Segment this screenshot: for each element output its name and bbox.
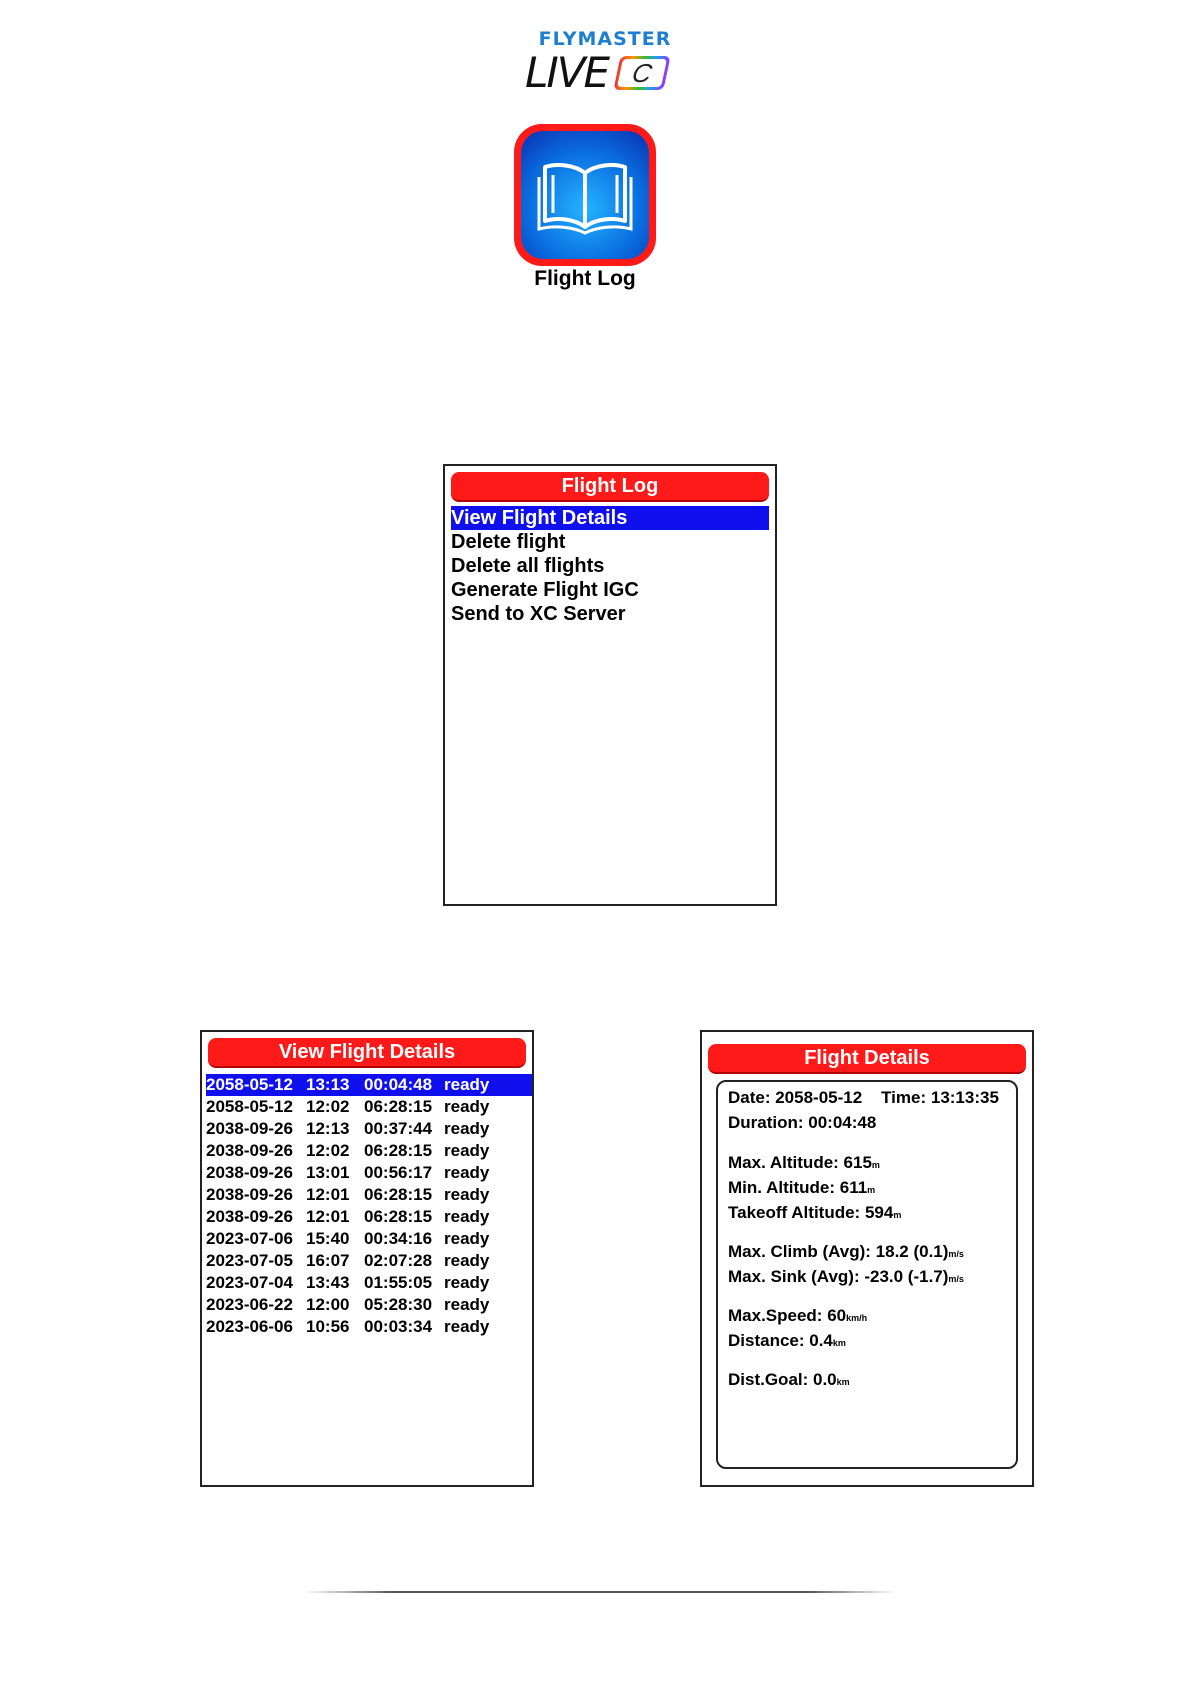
screen-title: Flight Details — [708, 1044, 1026, 1074]
row-time: 12:01 — [306, 1185, 350, 1204]
row-date: 2038-09-26 — [206, 1119, 293, 1138]
table-row[interactable] — [206, 1228, 532, 1250]
detail-max-climb: Max. Climb (Avg): 18.2 (0.1)m/s — [728, 1242, 964, 1261]
table-row[interactable] — [206, 1250, 532, 1272]
row-time: 12:02 — [306, 1141, 350, 1160]
row-date: 2023-06-22 — [206, 1295, 293, 1314]
screen-title: Flight Log — [451, 472, 769, 502]
table-row[interactable] — [206, 1118, 532, 1140]
row-duration: 05:28:30 — [364, 1295, 433, 1314]
row-status: ready — [444, 1207, 490, 1226]
menu-item-generate-flight-igc[interactable]: Generate Flight IGC — [451, 579, 639, 601]
table-row[interactable] — [206, 1140, 532, 1162]
row-time: 13:01 — [306, 1163, 350, 1182]
row-duration: 00:04:48 — [364, 1075, 433, 1094]
brand-c: C — [617, 59, 667, 87]
menu-item-delete-flight[interactable]: Delete flight — [451, 531, 566, 553]
app-caption: Flight Log — [534, 267, 636, 290]
row-duration: 06:28:15 — [364, 1097, 433, 1116]
detail-distance: Distance: 0.4km — [728, 1331, 846, 1350]
row-date: 2023-07-04 — [206, 1273, 293, 1292]
detail-max-altitude: Max. Altitude: 615m — [728, 1153, 880, 1172]
row-status: ready — [444, 1119, 490, 1138]
table-row[interactable] — [206, 1162, 532, 1184]
screen-title: View Flight Details — [208, 1038, 526, 1068]
row-date: 2038-09-26 — [206, 1141, 293, 1160]
row-status: ready — [444, 1163, 490, 1182]
row-time: 12:02 — [306, 1097, 350, 1116]
table-row[interactable] — [206, 1272, 532, 1294]
row-date: 2023-07-06 — [206, 1229, 293, 1248]
row-date: 2058-05-12 — [206, 1075, 293, 1094]
row-duration: 00:56:17 — [364, 1163, 433, 1182]
detail-duration: Duration: 00:04:48 — [728, 1113, 877, 1132]
row-time: 12:13 — [306, 1119, 350, 1138]
row-duration: 00:37:44 — [364, 1119, 433, 1138]
view-flight-details-screen — [200, 1030, 534, 1487]
flight-log-menu — [451, 506, 769, 626]
row-time: 12:01 — [306, 1207, 350, 1226]
row-status: ready — [444, 1229, 490, 1248]
row-time: 16:07 — [306, 1251, 350, 1270]
book-icon — [535, 155, 635, 235]
row-time: 13:43 — [306, 1273, 350, 1292]
row-status: ready — [444, 1273, 490, 1292]
row-date: 2038-09-26 — [206, 1207, 293, 1226]
row-status: ready — [444, 1317, 490, 1336]
menu-item-view-flight-details[interactable]: View Flight Details — [451, 506, 769, 530]
menu-item-send-to-xc-server[interactable]: Send to XC Server — [451, 603, 626, 625]
detail-date: Date: 2058-05-12 — [728, 1088, 863, 1107]
table-row[interactable] — [206, 1096, 532, 1118]
table-row[interactable] — [206, 1294, 532, 1316]
row-duration: 00:03:34 — [364, 1317, 433, 1336]
row-duration: 02:07:28 — [364, 1251, 433, 1270]
row-duration: 06:28:15 — [364, 1141, 433, 1160]
row-duration: 06:28:15 — [364, 1185, 433, 1204]
row-time: 10:56 — [306, 1317, 350, 1336]
flight-log-app-icon[interactable] — [514, 124, 656, 266]
table-row[interactable] — [206, 1206, 532, 1228]
row-status: ready — [444, 1295, 490, 1314]
detail-takeoff-altitude: Takeoff Altitude: 594m — [728, 1203, 902, 1222]
row-date: 2023-06-06 — [206, 1317, 293, 1336]
menu-item-delete-all-flights[interactable]: Delete all flights — [451, 555, 605, 577]
flight-log-screen — [443, 464, 777, 906]
row-time: 15:40 — [306, 1229, 350, 1248]
row-date: 2038-09-26 — [206, 1185, 293, 1204]
row-duration: 06:28:15 — [364, 1207, 433, 1226]
row-time: 12:00 — [306, 1295, 350, 1314]
row-date: 2038-09-26 — [206, 1163, 293, 1182]
row-status: ready — [444, 1075, 490, 1094]
row-status: ready — [444, 1185, 490, 1204]
detail-time: Time: 13:13:35 — [881, 1088, 999, 1107]
detail-date-time — [728, 1088, 999, 1108]
divider — [305, 1591, 895, 1593]
brand-live: LIVE — [525, 48, 609, 97]
detail-max-sink: Max. Sink (Avg): -23.0 (-1.7)m/s — [728, 1267, 964, 1286]
table-row[interactable] — [206, 1184, 532, 1206]
row-status: ready — [444, 1251, 490, 1270]
row-date: 2023-07-05 — [206, 1251, 293, 1270]
table-row[interactable] — [206, 1074, 532, 1096]
row-duration: 01:55:05 — [364, 1273, 433, 1292]
flymaster-logo — [525, 28, 685, 98]
row-status: ready — [444, 1141, 490, 1160]
detail-max-speed: Max.Speed: 60km/h — [728, 1306, 868, 1325]
table-row[interactable] — [206, 1316, 532, 1338]
detail-min-altitude: Min. Altitude: 611m — [728, 1178, 876, 1197]
details-panel — [716, 1080, 1018, 1469]
brand-name: FLYMASTER — [538, 28, 672, 50]
row-date: 2058-05-12 — [206, 1097, 293, 1116]
row-status: ready — [444, 1097, 490, 1116]
row-time: 13:13 — [306, 1075, 350, 1094]
flight-list — [206, 1074, 532, 1338]
detail-dist-goal: Dist.Goal: 0.0km — [728, 1370, 850, 1389]
flight-details-screen — [700, 1030, 1034, 1487]
row-duration: 00:34:16 — [364, 1229, 433, 1248]
